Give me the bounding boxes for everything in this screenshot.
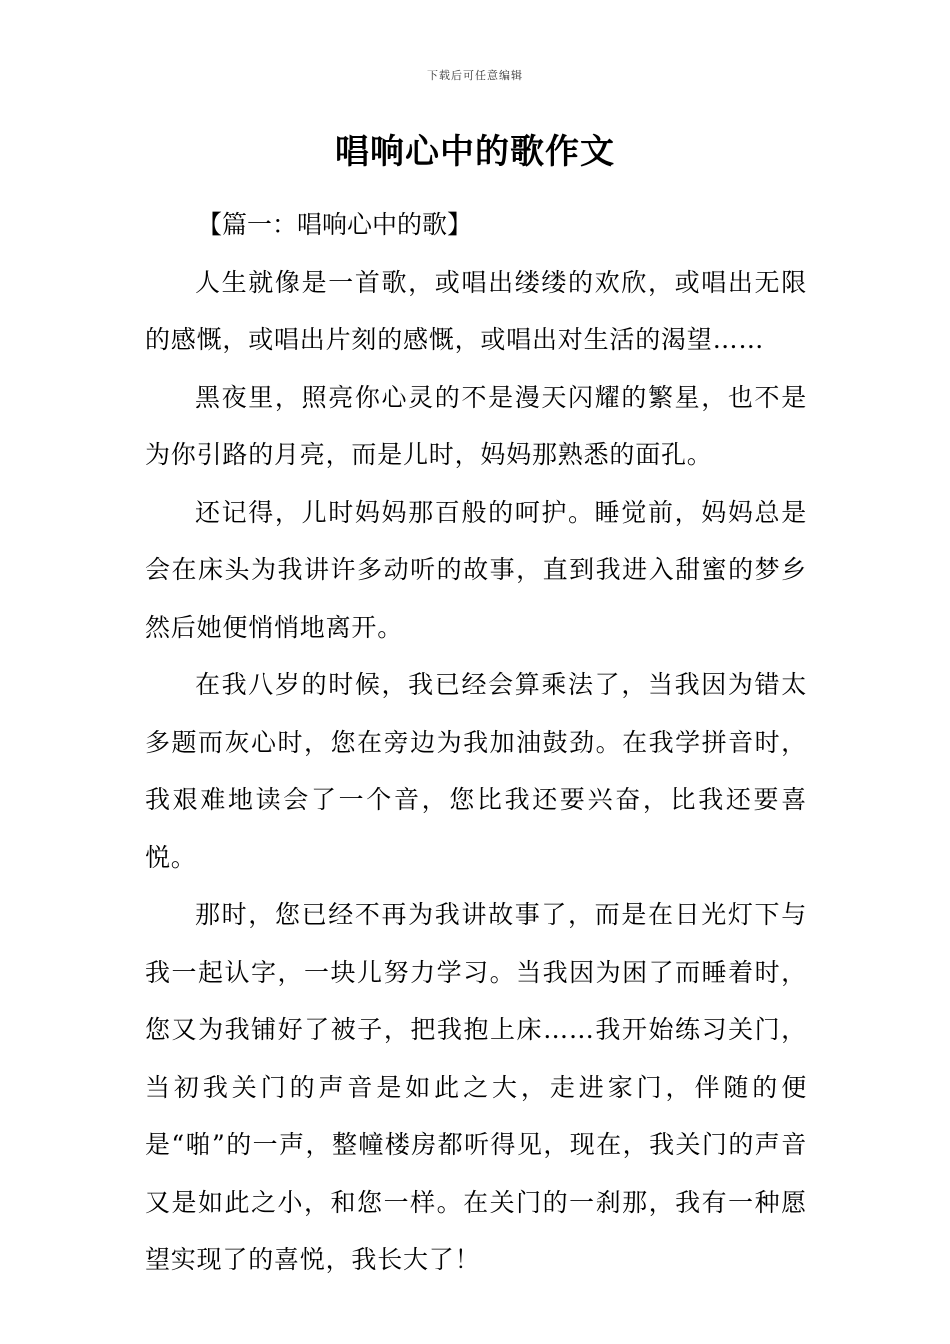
section-heading: 【篇一：唱响心中的歌】 [197, 210, 473, 239]
paragraph-5: 那时，您已经不再为我讲故事了，而是在日光灯下与我一起认字，一块儿努力学习。当我因为困了而睡着时，您又为我铺好了被子，把我抱上床……我开始练习关门，当初我关门的声音是如此之大，走进家门，伴随的便是“啪”的一声，整幢楼房都听得见，现在，我关门的声音又是如此之小，和您一样。在关门的一刹那，我有一种愿望实现了的喜悦，我长大了！ [145, 900, 807, 1274]
document-title: 唱响心中的歌作文 [335, 132, 615, 172]
paragraph-2: 黑夜里，照亮你心灵的不是漫天闪耀的繁星，也不是为你引路的月亮，而是儿时，妈妈那熟悉的面孔。 [145, 382, 807, 469]
paragraph-4: 在我八岁的时候，我已经会算乘法了，当我因为错太多题而灰心时，您在旁边为我加油鼓劲。在我学拼音时，我艰难地读会了一个音，您比我还要兴奋，比我还要喜悦。 [145, 670, 807, 872]
paragraph-1: 人生就像是一首歌，或唱出缕缕的欢欣，或唱出无限的感慨，或唱出片刻的感慨，或唱出对生活的渴望…… [145, 267, 807, 354]
paragraph-3: 还记得，儿时妈妈那百般的呵护。睡觉前，妈妈总是会在床头为我讲许多动听的故事，直到我进入甜蜜的梦乡然后她便悄悄地离开。 [145, 497, 807, 642]
document-body [145, 196, 807, 1289]
header-note: 下载后可任意编辑 [427, 69, 523, 82]
